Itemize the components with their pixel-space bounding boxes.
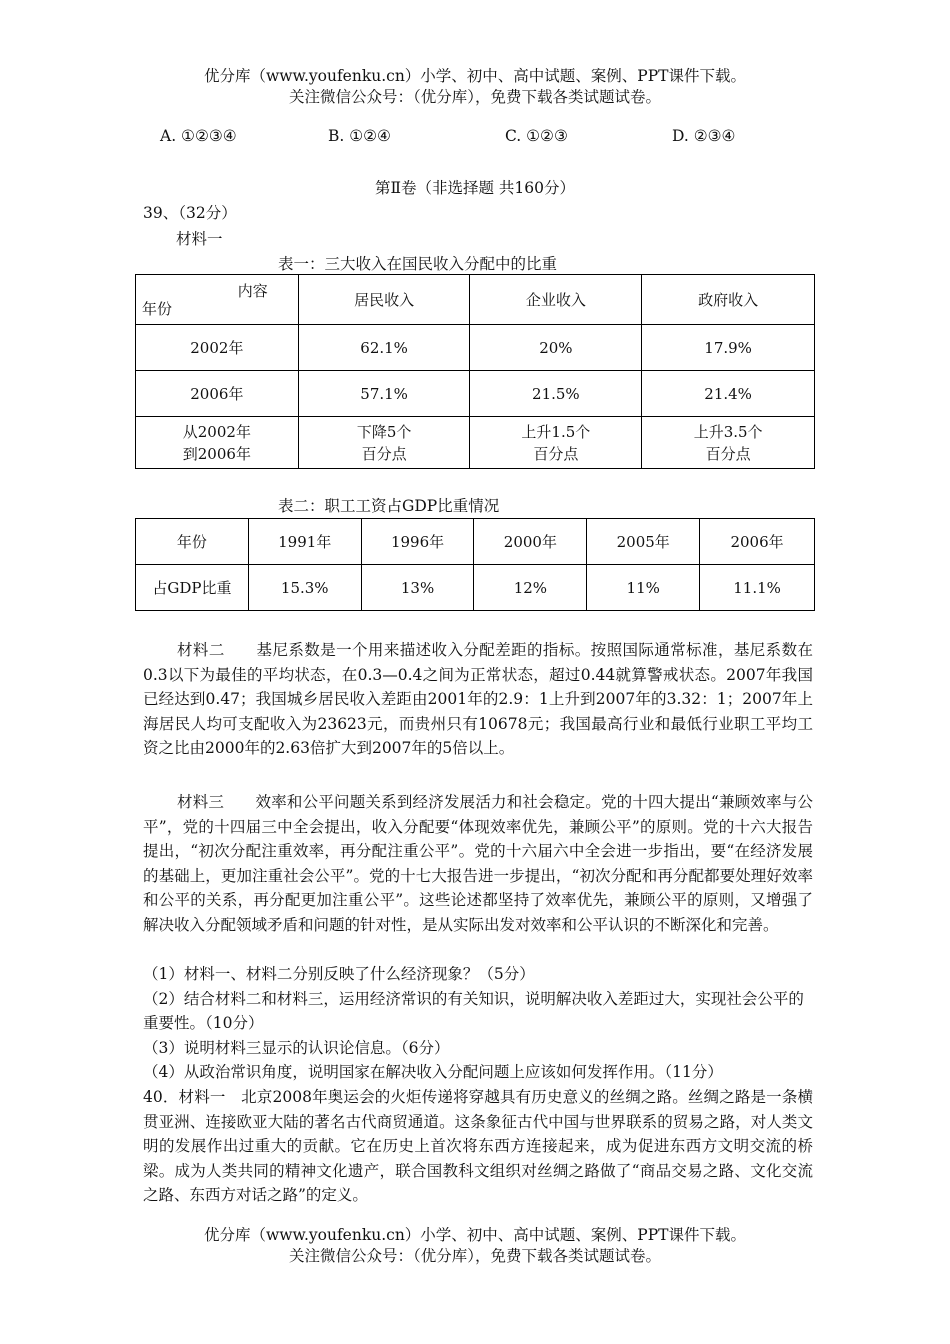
row-year-range [136,417,299,469]
table-cell [298,417,470,469]
table-cell: 21.4% [642,371,815,417]
row-header: 占GDP比重 [136,565,249,611]
change-text: 上升3.5个 [693,422,763,441]
page-header [0,66,950,108]
year-cell: 1991年 [248,519,361,565]
header-line-1: 优分库（www.youfenku.cn）小学、初中、高中试题、案例、PPT课件下载。 [203,67,747,85]
corner-content-label: 内容 [237,282,268,300]
page-footer [0,1225,950,1267]
range-end: 到2006年 [182,444,251,463]
income-share-table [135,274,815,469]
subquestion: （2）结合材料二和材料三，运用经济常识的有关知识，说明解决收入差距过大，实现社会公平的重要性。（10分） [143,989,804,1033]
range-start: 从2002年 [182,422,251,441]
material-3-text: 材料三 效率和公平问题关系到经济发展活力和社会稳定。党的十四大提出“兼顾效率与公平”，党的十四届三中全会提出，收入分配要“体现效率优先，兼顾公平”的原则。党的十六大报告提出，“初次分配注重效率，再分配注重公平”。党的十六届六中全会进一步指出，要“在经济发展的基础上，更加注重社会公平”。党的十七大报告进一步提出，“初次分配和再分配都要处理好效率和公平的关系，再分配更加注重公平”。这些论述都坚持了效率优先，兼顾公平的原则，又增强了解决收入分配领域矛盾和问题的针对性，是从实际出发对效率和公平认识的不断深化和完善。 [143,793,813,934]
table-cell: 20% [470,325,642,371]
table-cell [642,417,815,469]
header-line-2: 关注微信公众号：（优分库），免费下载各类试题试卷。 [288,88,661,106]
table-2-title: 表二：职工工资占GDP比重情况 [278,497,500,515]
table-cell: 62.1% [298,325,470,371]
table-row [136,519,815,565]
table-cell [470,417,642,469]
change-unit: 百分点 [533,444,579,463]
column-header: 企业收入 [470,275,642,325]
value-cell: 11.1% [700,565,815,611]
option-c: C. ①②③ [505,127,568,145]
value-cell: 12% [474,565,587,611]
material-3 [143,790,813,938]
column-header: 居民收入 [298,275,470,325]
table-row [136,417,815,469]
table-cell: 21.5% [470,371,642,417]
material-1-label: 材料一 [176,230,223,248]
wage-gdp-table [135,518,815,611]
option-a: A. ①②③④ [160,127,237,145]
subquestion: （3）说明材料三显示的认识论信息。（6分） [143,1038,450,1057]
change-text: 上升1.5个 [521,422,591,441]
year-cell: 1996年 [361,519,474,565]
footer-line-2: 关注微信公众号：（优分库），免费下载各类试题试卷。 [288,1247,661,1265]
row-header: 年份 [136,519,249,565]
table-row [136,325,815,371]
answer-options [160,127,800,149]
section-title: 第Ⅱ卷（非选择题 共160分） [374,179,576,197]
value-cell: 11% [587,565,700,611]
row-year: 2002年 [136,325,299,371]
year-cell: 2005年 [587,519,700,565]
option-b: B. ①②④ [328,127,391,145]
question-40-text: 40．材料一 北京2008年奥运会的火炬传递将穿越具有历史意义的丝绸之路。丝绸之路是一条横贯亚洲、连接欧亚大陆的著名古代商贸通道。这条象征古代中国与世界联系的贸易之路，对人类文明的发展作出过重大的贡献。它在历史上首次将东西方连接起来，成为促进东西方文明交流的桥梁。成为人类共同的精神文化遗产，联合国教科文组织对丝绸之路做了“商品交易之路、文化交流之路、东西方对话之路”的定义。 [143,1088,813,1205]
value-cell: 15.3% [248,565,361,611]
year-cell: 2000年 [474,519,587,565]
material-2 [143,638,813,761]
table-1-corner-cell [136,275,299,325]
value-cell: 13% [361,565,474,611]
row-year: 2006年 [136,371,299,417]
change-unit: 百分点 [705,444,751,463]
table-row [136,371,815,417]
table-cell: 57.1% [298,371,470,417]
subquestion: （4）从政治常识角度，说明国家在解决收入分配问题上应该如何发挥作用。（11分） [143,1063,723,1082]
table-cell: 17.9% [642,325,815,371]
table-1-title: 表一：三大收入在国民收入分配中的比重 [278,255,558,273]
footer-line-1: 优分库（www.youfenku.cn）小学、初中、高中试题、案例、PPT课件下载。 [203,1226,747,1244]
material-2-text: 材料二 基尼系数是一个用来描述收入分配差距的指标。按照国际通常标准，基尼系数在0.3以下为最佳的平均状态，在0.3—0.4之间为正常状态，超过0.44就算警戒状态。2007年我国已经达到0.47；我国城乡居民收入差距由2001年的2.9：1上升到2007年的3.32：1；2007年上海居民人均可支配收入为23623元，而贵州只有10678元；我国最高行业和最低行业职工平均工资之比由2000年的2.63倍扩大到2007年的5倍以上。 [143,641,813,758]
change-unit: 百分点 [361,444,407,463]
question-39-number: 39、（32分） [143,204,237,222]
question-40 [143,1085,813,1208]
subquestion: （1）材料一、材料二分别反映了什么经济现象？（5分） [143,965,535,983]
question-39-subquestions [143,962,823,1085]
table-row [136,565,815,611]
year-cell: 2006年 [700,519,815,565]
column-header: 政府收入 [642,275,815,325]
option-d: D. ②③④ [672,127,736,145]
change-text: 下降5个 [356,422,412,441]
corner-year-label: 年份 [142,300,173,318]
